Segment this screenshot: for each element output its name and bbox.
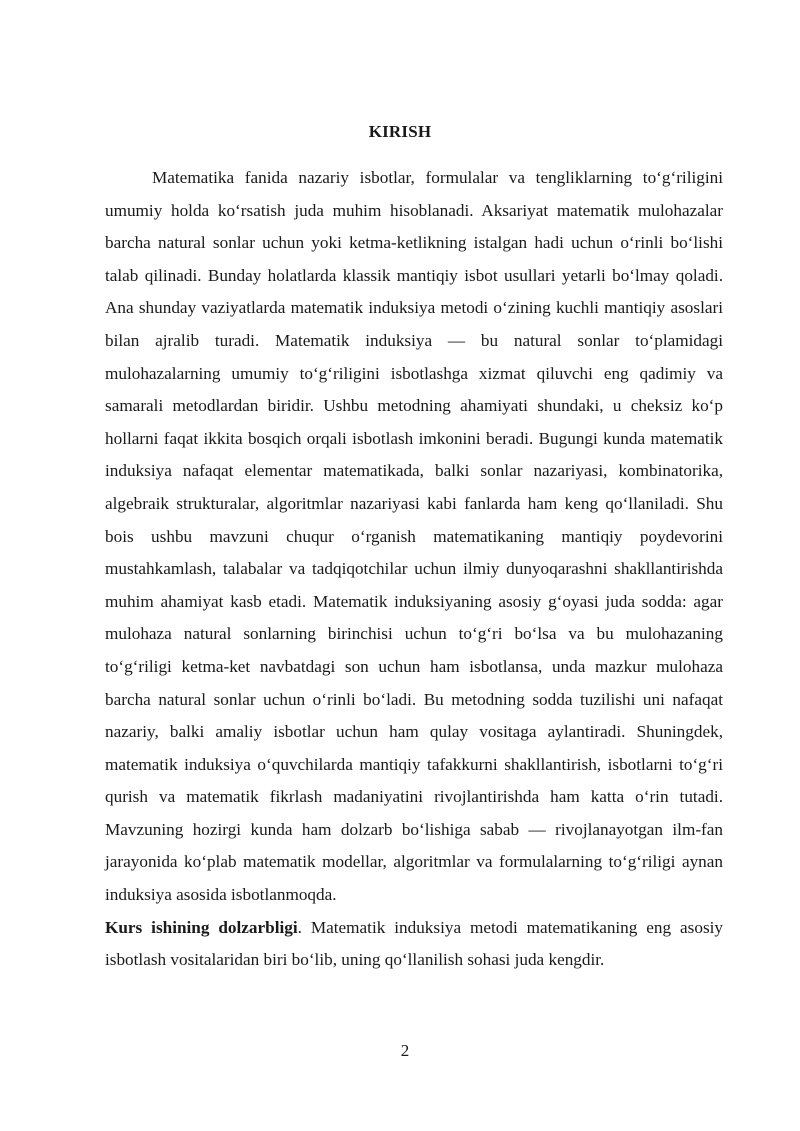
relevance-text: Matematik induksiya metodi matematikaning eng asosiy isbotlash vositalaridan biri bo‘lib, uning qo‘llanilish sohasi juda kengdir. (105, 917, 723, 970)
page-title: KIRISH (368, 122, 432, 141)
page-number: 2 (400, 1041, 410, 1060)
relevance-heading-punct: . (297, 917, 302, 937)
document-body (105, 162, 723, 977)
relevance-paragraph (105, 912, 723, 977)
relevance-heading: Kurs ishining dolzarbligi (105, 917, 298, 937)
intro-paragraph: Matematika fanida nazariy isbotlar, formulalar va tengliklarning to‘g‘riligini umumiy holda ko‘rsatish juda muhim hisoblanadi. Aksariyat matematik mulohazalar barcha natural sonlar uchun yoki ketma-ketlikning istalgan hadi uchun o‘rinli bo‘lishi talab qilinadi. Bunday holatlarda klassik mantiqiy isbot usullari yetarli bo‘lmay qoladi. Ana shunday vaziyatlarda matematik induksiya metodi o‘zining kuchli mantiqiy asoslari bilan ajralib turadi. Matematik induksiya — bu natural sonlar to‘plamidagi mulohazalarning umumiy to‘g‘riligini isbotlashga xizmat qiluvchi eng qadimiy va samarali metodlardan biridir. Ushbu metodning ahamiyati shundaki, u cheksiz ko‘p hollarni faqat ikkita bosqich orqali isbotlash imkonini beradi. Bugungi kunda matematik induksiya nafaqat elementar matematikada, balki sonlar nazariyasi, kombinatorika, algebraik strukturalar, algoritmlar nazariyasi kabi fanlarda ham keng qo‘llaniladi. Shu bois ushbu mavzuni chuqur o‘rganish matematikaning mantiqiy poydevorini mustahkamlash, talabalar va tadqiqotchilar uchun ilmiy dunyoqarashni shakllantirishda muhim ahamiyat kasb etadi. Matematik induksiyaning asosiy g‘oyasi juda sodda: agar mulohaza natural sonlarning birinchisi uchun to‘g‘ri bo‘lsa va bu mulohazaning to‘g‘riligi ketma-ket navbatdagi son uchun ham isbotlansa, unda mazkur mulohaza barcha natural sonlar uchun o‘rinli bo‘ladi. Bu metodning sodda tuzilishi uni nafaqat nazariy, balki amaliy isbotlar uchun ham qulay vositaga aylantiradi. Shuningdek, matematik induksiya o‘quvchilarda mantiqiy tafakkurni shakllantirish, isbotlarni to‘g‘ri qurish va matematik fikrlash madaniyatini rivojlantirishda ham katta o‘rin tutadi. Mavzuning hozirgi kunda ham dolzarb bo‘lishiga sabab — rivojlanayotgan ilm-fan jarayonida ko‘plab matematik modellar, algoritmlar va formulalarning to‘g‘riligi aynan induksiya asosida isbotlanmoqda. (105, 168, 723, 905)
